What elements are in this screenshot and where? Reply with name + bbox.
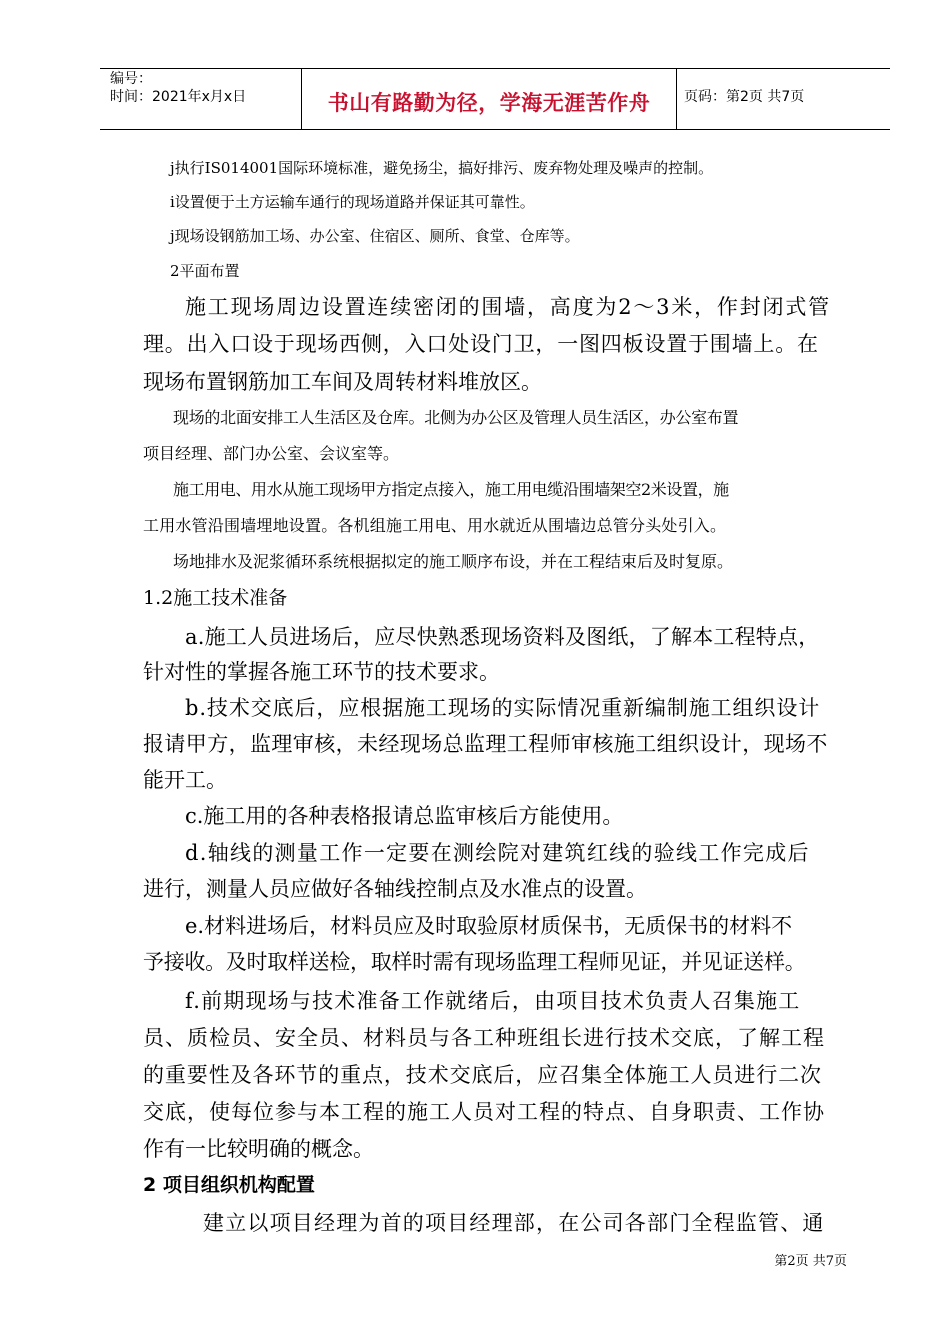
body-line: 现场的北面安排工人生活区及仓库。北侧为办公区及管理人员生活区，办公室布置 — [173, 408, 739, 427]
header-page-cell — [676, 69, 890, 129]
body-line: 施工用电、用水从施工现场甲方指定点接入，施工用电缆沿围墙架空2米设置，施 — [173, 480, 729, 499]
body-line: j现场设钢筋加工场、办公室、住宿区、厕所、食堂、仓库等。 — [170, 227, 580, 245]
body-line: 交底，使每位参与本工程的施工人员对工程的特点、自身职责、工作协 — [143, 1100, 825, 1124]
body-line: 能开工。 — [143, 768, 227, 792]
header-meta-cell — [100, 69, 300, 129]
section-heading: 2 项目组织机构配置 — [143, 1174, 315, 1196]
body-line: 施工现场周边设置连续密闭的围墙，高度为2～3米，作封闭式管 — [185, 295, 831, 319]
body-line: i设置便于土方运输车通行的现场道路并保证其可靠性。 — [170, 193, 535, 211]
body-line: 理。出入口设于现场西侧，入口处设门卫，一图四板设置于围墙上。在 — [143, 332, 819, 356]
number-label: 编号： — [110, 71, 152, 87]
body-line: e.材料进场后，材料员应及时取验原材质保书，无质保书的材料不 — [185, 914, 793, 938]
slogan: 书山有路勤为径，学海无涯苦作舟 — [327, 91, 651, 115]
body-line: 报请甲方，监理审核，未经现场总监理工程师审核施工组织设计，现场不 — [143, 732, 828, 756]
body-line: a.施工人员进场后，应尽快熟悉现场资料及图纸，了解本工程特点， — [185, 625, 820, 649]
footer-page-info: 第2页 共7页 — [774, 1254, 847, 1269]
body-line: f.前期现场与技术准备工作就绪后，由项目技术负责人召集施工 — [185, 989, 801, 1013]
body-line: 作有一比较明确的概念。 — [143, 1137, 374, 1161]
body-line: 2平面布置 — [170, 262, 240, 280]
body-line: 现场布置钢筋加工车间及周转材料堆放区。 — [143, 370, 542, 394]
body-line: 项目经理、部门办公室、会议室等。 — [143, 444, 400, 463]
body-line: 进行，测量人员应做好各轴线控制点及水准点的设置。 — [143, 877, 647, 901]
body-line: c.施工用的各种表格报请总监审核后方能使用。 — [185, 804, 624, 828]
body-line: 建立以项目经理为首的项目经理部，在公司各部门全程监管、通 — [203, 1211, 825, 1235]
body-line: 场地排水及泥浆循环系统根据拟定的施工顺序布设，并在工程结束后及时复原。 — [173, 552, 734, 571]
time-label: 时间：2021年x月x日 — [110, 89, 247, 105]
document-header — [100, 68, 890, 130]
body-line: 针对性的掌握各施工环节的技术要求。 — [143, 660, 500, 684]
header-page-info: 页码：第2页 共7页 — [684, 89, 805, 105]
body-line: d.轴线的测量工作一定要在测绘院对建筑红线的验线工作完成后 — [185, 841, 810, 865]
header-slogan-cell — [301, 69, 677, 129]
body-line: 予接收。及时取样送检，取样时需有现场监理工程师见证，并见证送样。 — [143, 950, 806, 974]
body-line: 员、质检员、安全员、材料员与各工种班组长进行技术交底，了解工程 — [143, 1026, 825, 1050]
body-line: 的重要性及各环节的重点，技术交底后，应召集全体施工人员进行二次 — [143, 1063, 822, 1087]
body-line: j执行IS014001国际环境标准，避免扬尘，搞好排污、废弃物处理及噪声的控制。 — [170, 159, 714, 177]
body-line: b.技术交底后，应根据施工现场的实际情况重新编制施工组织设计 — [185, 696, 821, 720]
section-heading: 1.2施工技术准备 — [143, 587, 288, 609]
body-line: 工用水管沿围墙埋地设置。各机组施工用电、用水就近从围墙边总管分头处引入。 — [143, 516, 727, 535]
